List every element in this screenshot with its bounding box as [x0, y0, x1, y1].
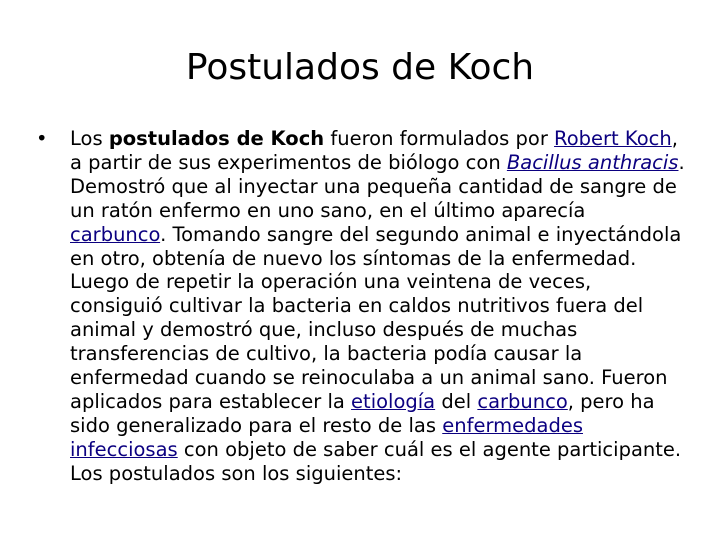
- text-segment: fueron formulados por: [324, 127, 555, 150]
- bold-term-postulados: postulados de Koch: [108, 127, 325, 150]
- text-segment: . Demostró que al inyectar una pequeña cantidad de sangre de un ratón enfermo en uno sano, en el último aparecía: [70, 150, 685, 222]
- text-segment: , pero ha sido generalizado para el resto de las: [70, 389, 655, 437]
- slide-title: Postulados de Koch: [185, 47, 535, 88]
- link-robert-koch[interactable]: Robert Koch: [554, 127, 672, 150]
- text-segment: , a partir de sus experimentos de biólogo con: [70, 127, 678, 174]
- link-carbunco-2[interactable]: carbunco: [477, 389, 568, 413]
- link-enfermedades-infecciosas[interactable]: enfermedades infecciosas: [70, 413, 583, 461]
- link-etiologia[interactable]: etiología: [351, 389, 436, 413]
- text-segment: con objeto de saber cuál es el agente participante. Los postulados son los siguientes:: [70, 437, 682, 485]
- link-carbunco[interactable]: carbunco: [70, 222, 161, 246]
- link-bacillus-anthracis[interactable]: Bacillus anthracis: [506, 150, 679, 174]
- bullet-marker: •: [36, 127, 48, 150]
- text-segment: del: [435, 389, 478, 413]
- text-segment: . Tomando sangre del segundo animal e inyectándola en otro, obtenía de nuevo los síntomas de la enfermedad. Luego de repetir la operación una veintena de veces, consiguió cultivar la bacteria en caldos nutritivos fuera del animal y demostró que, incluso después de muchas transferencias de cultivo, la bacteria podía causar la enfermedad cuando se reinoculaba a un animal sano. Fueron aplicados para establecer la: [70, 222, 682, 413]
- bullet-list: [36, 127, 686, 486]
- bullet-item: [36, 127, 686, 486]
- text-segment: Los: [70, 127, 109, 150]
